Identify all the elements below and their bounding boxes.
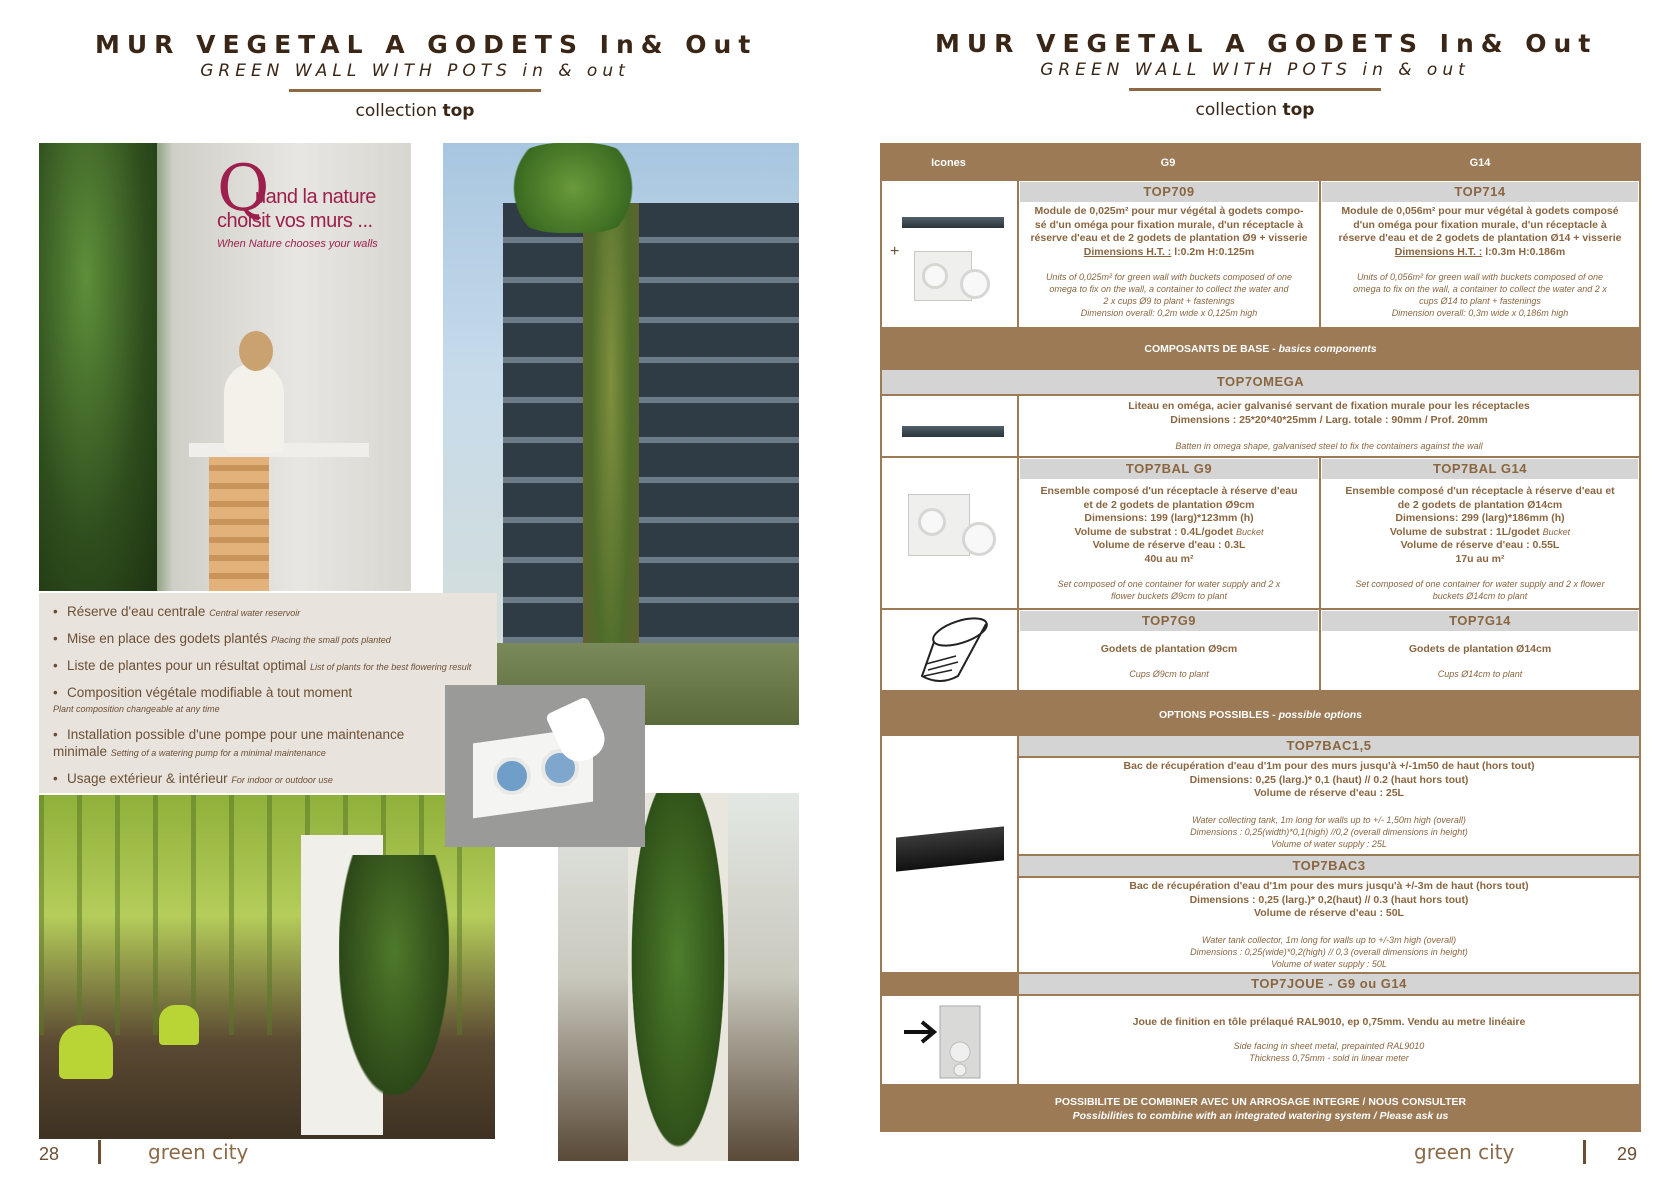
product-description: Godets de plantation Ø14cm bbox=[1408, 643, 1552, 655]
desc-en-line: cups Ø14 to plant + fastenings bbox=[1419, 296, 1541, 306]
substrate-volume-en: Bucket bbox=[1235, 526, 1264, 537]
page-title: MUR VEGETAL A GODETS In& Out bbox=[95, 30, 758, 59]
product-description: Joue de finition en tôle prélaqué RAL9010, ep 0,75mm. Vendu au metre linéaire bbox=[1132, 1016, 1526, 1028]
photo-chair bbox=[159, 1005, 199, 1045]
title-divider bbox=[289, 89, 541, 92]
product-code: TOP7BAL G9 bbox=[1020, 459, 1318, 479]
desc-line: 17u au m² bbox=[1455, 552, 1505, 565]
desc-line bbox=[1321, 526, 1639, 540]
product-description-en bbox=[1019, 578, 1319, 602]
desc-line bbox=[1019, 526, 1319, 540]
desc-en-line: buckets Ø14cm to plant bbox=[1432, 591, 1528, 601]
desc-line: sé d'un oméga pour fixation murale, d'un réceptacle à bbox=[1034, 218, 1304, 231]
quote-initial: Q bbox=[217, 152, 270, 226]
feature-en: List of plants for the best flowering result bbox=[310, 662, 472, 672]
desc-line: Ensemble composé d'un réceptacle à réserve d'eau bbox=[1040, 485, 1298, 497]
desc-line: Volume de réserve d'eau : 50L bbox=[1254, 907, 1404, 919]
desc-line: réserve d'eau et de 2 godets de plantation Ø9 + visserie bbox=[1030, 232, 1308, 244]
footer-note-en: Possibilities to combine with an integrated watering system / Please ask us bbox=[1072, 1110, 1449, 1122]
desc-line: Dimensions: 0,25 (larg.)* 0,1 (haut) // 0.2 (haut hors tout) bbox=[1189, 773, 1469, 786]
desc-en-line: Water collecting tank, 1m long for walls up to +/- 1,50m high (overall) bbox=[1192, 815, 1466, 825]
photo-tower-plants bbox=[339, 855, 449, 1095]
page-number: 28 bbox=[39, 1144, 60, 1164]
photo-plants bbox=[39, 143, 157, 591]
section-header-options bbox=[880, 709, 1641, 721]
product-description bbox=[1321, 205, 1639, 259]
desc-en-line: Water tank collector, 1m long for walls up to +/-3m high (overall) bbox=[1201, 935, 1457, 945]
features-list bbox=[39, 593, 497, 793]
feature-fr: Installation possible d'une pompe pour une maintenance bbox=[67, 727, 405, 742]
product-description-en bbox=[1019, 1040, 1639, 1064]
title-divider bbox=[1129, 88, 1381, 91]
feature-en: Plant composition changeable at any time bbox=[53, 704, 220, 714]
side-facing-image bbox=[882, 996, 1017, 1084]
product-description bbox=[1019, 760, 1639, 801]
cell-top7joue bbox=[1019, 996, 1639, 1084]
product-description: Godets de plantation Ø9cm bbox=[1100, 643, 1238, 655]
desc-line: Ensemble composé d'un réceptacle à réserve d'eau et bbox=[1345, 485, 1615, 497]
cell-top7omega bbox=[1019, 396, 1639, 456]
pot-ring-image bbox=[918, 508, 946, 536]
substrate-volume: Volume de substrat : 1L/godet bbox=[1389, 525, 1543, 538]
product-description bbox=[1019, 485, 1319, 566]
page-number: 29 bbox=[1617, 1144, 1638, 1164]
cell-top714 bbox=[1321, 181, 1639, 327]
section-title-en: possible options bbox=[1278, 709, 1363, 721]
product-description bbox=[1019, 400, 1639, 427]
photo-green-column bbox=[628, 793, 728, 1161]
dimensions-label: Dimensions H.T. : bbox=[1394, 245, 1483, 258]
desc-en-line: Set composed of one container for water supply and 2 x bbox=[1057, 579, 1281, 589]
product-description-en bbox=[1019, 934, 1639, 970]
quote-line-1: uand la nature bbox=[255, 186, 376, 208]
desc-line: Module de 0,025m² pour mur végétal à godets compo- bbox=[1034, 205, 1304, 217]
product-code: TOP7G14 bbox=[1322, 611, 1638, 631]
desc-line: Dimensions: 199 (larg)*123mm (h) bbox=[1084, 512, 1254, 524]
substrate-volume-en: Bucket bbox=[1542, 526, 1571, 537]
photo-desk-legs bbox=[209, 457, 269, 591]
page-subtitle: GREEN WALL WITH POTS in & out bbox=[200, 61, 630, 81]
office-green-wall-photo bbox=[39, 143, 411, 591]
column-header-g14: G14 bbox=[1469, 157, 1491, 169]
product-description-en bbox=[1321, 578, 1639, 602]
collection-prefix: collection bbox=[1195, 100, 1283, 120]
desc-en-line: Dimensions : 0,25(width)*0,1(high) //0,2 (overall dimensions in height) bbox=[1190, 827, 1468, 837]
omega-batten-image bbox=[902, 426, 1004, 437]
product-description-en: Cups Ø9cm to plant bbox=[1129, 669, 1209, 679]
column-green-wall-photo bbox=[558, 793, 799, 1161]
table-footer-note bbox=[880, 1095, 1641, 1123]
pot-module-photo bbox=[445, 685, 645, 847]
feature-item: • Installation possible d'une pompe pour une maintenance minimale Setting of a watering pump for a minimal maintenance bbox=[53, 727, 405, 759]
feature-fr: Réserve d'eau centrale bbox=[67, 604, 206, 619]
product-description bbox=[1321, 485, 1639, 566]
desc-en-line: Thickness 0,75mm - sold in linear meter bbox=[1249, 1053, 1409, 1063]
substrate-volume: Volume de substrat : 0.4L/godet bbox=[1074, 525, 1236, 538]
brand-name: green city bbox=[1414, 1140, 1515, 1164]
collection-name: top bbox=[1282, 100, 1315, 120]
dimensions-line bbox=[1321, 246, 1639, 260]
product-description bbox=[1019, 880, 1639, 921]
icon-cell-side-facing bbox=[882, 996, 1017, 1084]
photo-tree bbox=[503, 143, 643, 233]
plus-sign: + bbox=[890, 243, 900, 260]
product-description-en bbox=[1019, 814, 1639, 850]
section-header-basics bbox=[880, 343, 1641, 355]
section-title-en: basics components bbox=[1278, 343, 1377, 355]
desc-line: Dimensions: 299 (larg)*186mm (h) bbox=[1395, 512, 1565, 524]
footer-note-fr: POSSIBILITE DE COMBINER AVEC UN ARROSAGE INTEGRE / NOUS CONSULTER bbox=[1054, 1096, 1467, 1108]
photo-person bbox=[224, 363, 284, 453]
feature-item: • Réserve d'eau centrale Central water reservoir bbox=[53, 604, 301, 619]
desc-en-line: flower buckets Ø9cm to plant bbox=[1110, 591, 1228, 601]
footer-divider bbox=[1583, 1140, 1586, 1164]
pot-ring-image bbox=[960, 269, 990, 299]
cup-drawing-image bbox=[882, 610, 1017, 690]
desc-line: Liteau en oméga, acier galvanisé servant de fixation murale pour les réceptacles bbox=[1128, 400, 1530, 412]
desc-en-line: Dimensions : 0,25(wide)*0,2(high) // 0,3 (overall dimensions in height) bbox=[1190, 947, 1468, 957]
feature-en: For indoor or outdoor use bbox=[231, 775, 333, 785]
page-subtitle: GREEN WALL WITH POTS in & out bbox=[1040, 60, 1470, 80]
desc-en-line: Dimension overall: 0,3m wide x 0,186m high bbox=[1391, 308, 1569, 318]
collection-label bbox=[95, 101, 735, 121]
desc-line: Dimensions : 0,25 (larg.)* 0,2(haut) // 0.3 (haut hors tout) bbox=[1189, 893, 1469, 906]
product-description-en bbox=[1019, 271, 1319, 319]
feature-fr: Mise en place des godets plantés bbox=[67, 631, 268, 646]
collection-label bbox=[935, 100, 1575, 120]
dimensions-values: l:0.3m H:0.186m bbox=[1485, 245, 1566, 258]
desc-en-line: Volume of water supply : 50L bbox=[1271, 959, 1387, 969]
product-spec-table bbox=[880, 143, 1641, 1132]
product-code: TOP7BAL G14 bbox=[1322, 459, 1638, 479]
atrium-green-tower-photo bbox=[39, 795, 495, 1139]
product-description-en bbox=[1321, 271, 1639, 319]
feature-item: • Liste de plantes pour un résultat optimal List of plants for the best flowering result bbox=[53, 658, 472, 673]
pot-ring-image bbox=[922, 263, 948, 289]
product-code-top7bac3: TOP7BAC3 bbox=[1019, 856, 1639, 876]
desc-en-line: 2 x cups Ø9 to plant + fastenings bbox=[1103, 296, 1235, 306]
desc-en-line: Side facing in sheet metal, prepainted RAL9010 bbox=[1233, 1041, 1425, 1051]
feature-fr: Composition végétale modifiable à tout moment bbox=[67, 685, 353, 700]
desc-en-line: omega to fix on the wall, a container to collect the water and 2 x bbox=[1353, 284, 1607, 294]
quote-english: When Nature chooses your walls bbox=[217, 238, 378, 250]
icon-cell-cups bbox=[882, 610, 1017, 690]
desc-line: Bac de récupération d'eau d'1m pour des murs jusqu'à +/-1m50 de haut (hors tout) bbox=[1123, 760, 1535, 772]
column-header-g9: G9 bbox=[1160, 157, 1176, 169]
product-description-en: Cups Ø14cm to plant bbox=[1437, 669, 1523, 679]
icon-cell-bal bbox=[882, 458, 1017, 608]
pot-ring-image bbox=[962, 522, 996, 556]
photo-person-head bbox=[239, 331, 273, 371]
feature-en: Placing the small pots planted bbox=[271, 635, 391, 645]
cell-top7g9 bbox=[1019, 610, 1319, 690]
desc-line: réserve d'eau et de 2 godets de plantation Ø14 + visserie bbox=[1338, 232, 1622, 244]
icon-cell-module bbox=[882, 181, 1017, 327]
desc-line: Bac de récupération d'eau d'1m pour des murs jusqu'à +/-3m de haut (hors tout) bbox=[1129, 880, 1529, 892]
feature-item: • Usage extérieur & intérieur For indoor or outdoor use bbox=[53, 771, 333, 786]
desc-en-line: Dimension overall: 0,2m wide x 0,125m high bbox=[1080, 308, 1258, 318]
feature-en: Central water reservoir bbox=[209, 608, 301, 618]
desc-line: Volume de réserve d'eau : 0.3L bbox=[1092, 539, 1246, 551]
desc-line: Volume de réserve d'eau : 0.55L bbox=[1400, 539, 1560, 551]
feature-en: Setting of a watering pump for a minimal maintenance bbox=[110, 748, 326, 758]
desc-en-line: Set composed of one container for water supply and 2 x flower bbox=[1355, 579, 1605, 589]
desc-line: Volume de réserve d'eau : 25L bbox=[1254, 787, 1404, 799]
column-header-icons: Icones bbox=[931, 157, 966, 169]
product-code-top7joue: TOP7JOUE - G9 ou G14 bbox=[1019, 974, 1639, 994]
quote-line-2: choisit vos murs ... bbox=[217, 210, 373, 232]
photo-chair bbox=[59, 1025, 113, 1079]
cell-top7bac15 bbox=[1019, 758, 1639, 854]
product-code: TOP709 bbox=[1020, 182, 1318, 202]
desc-en-line: omega to fix on the wall, a container to collect the water and bbox=[1049, 284, 1289, 294]
cell-top7bal-g9 bbox=[1019, 458, 1319, 608]
desc-line: de 2 godets de plantation Ø14cm bbox=[1397, 498, 1563, 511]
product-code-top7omega: TOP7OMEGA bbox=[882, 370, 1639, 394]
icon-cell-omega bbox=[882, 396, 1017, 456]
feature-fr-continued: minimale bbox=[53, 744, 108, 759]
desc-line: et de 2 godets de plantation Ø9cm bbox=[1083, 498, 1255, 511]
cell-top7g14 bbox=[1321, 610, 1639, 690]
desc-line: d'un oméga pour fixation murale, d'un réceptacle à bbox=[1353, 218, 1607, 231]
feature-fr: Usage extérieur & intérieur bbox=[67, 771, 228, 786]
dimensions-label: Dimensions H.T. : bbox=[1083, 245, 1172, 258]
feature-item: • Mise en place des godets plantés Placing the small pots planted bbox=[53, 631, 391, 646]
desc-line: Module de 0,056m² pour mur végétal à godets composé bbox=[1341, 205, 1619, 217]
page-title: MUR VEGETAL A GODETS In& Out bbox=[935, 29, 1598, 58]
feature-fr: Liste de plantes pour un résultat optimal bbox=[67, 658, 307, 673]
cell-top7bal-g14 bbox=[1321, 458, 1639, 608]
desc-en-line: Units of 0,025m² for green wall with buckets composed of one bbox=[1045, 272, 1293, 282]
right-page-header bbox=[935, 29, 1598, 120]
left-page-header bbox=[95, 30, 758, 121]
cell-top7bac3 bbox=[1019, 878, 1639, 972]
dimensions-values: l:0.2m H:0.125m bbox=[1174, 245, 1255, 258]
footer-divider bbox=[98, 1140, 101, 1164]
section-title-fr: COMPOSANTS DE BASE - bbox=[1144, 343, 1279, 355]
product-description-en: Batten in omega shape, galvanised steel to fix the containers against the wall bbox=[1175, 441, 1483, 451]
photo-pot bbox=[493, 757, 531, 795]
collection-name: top bbox=[442, 101, 475, 121]
water-tank-image bbox=[896, 826, 1004, 871]
feature-item: • Composition végétale modifiable à tout moment Plant composition changeable at any time bbox=[53, 684, 487, 718]
product-code: TOP7G9 bbox=[1020, 611, 1318, 631]
dimensions-line bbox=[1019, 246, 1319, 260]
product-code: TOP714 bbox=[1322, 182, 1638, 202]
brand-name: green city bbox=[148, 1140, 249, 1164]
icon-cell-water-tank bbox=[882, 736, 1017, 972]
desc-line: Dimensions : 25*20*40*25mm / Larg. totale : 90mm / Prof. 20mm bbox=[1170, 413, 1488, 426]
cell-top709 bbox=[1019, 181, 1319, 327]
desc-en-line: Units of 0,056m² for green wall with buckets composed of one bbox=[1356, 272, 1604, 282]
desc-en-line: Volume of water supply : 25L bbox=[1271, 839, 1387, 849]
collection-prefix: collection bbox=[355, 101, 443, 121]
omega-batten-image bbox=[902, 217, 1004, 228]
section-title-fr: OPTIONS POSSIBLES - bbox=[1158, 709, 1279, 721]
product-code-top7bac15: TOP7BAC1,5 bbox=[1019, 736, 1639, 756]
desc-line: 40u au m² bbox=[1144, 552, 1194, 565]
product-description bbox=[1019, 205, 1319, 259]
